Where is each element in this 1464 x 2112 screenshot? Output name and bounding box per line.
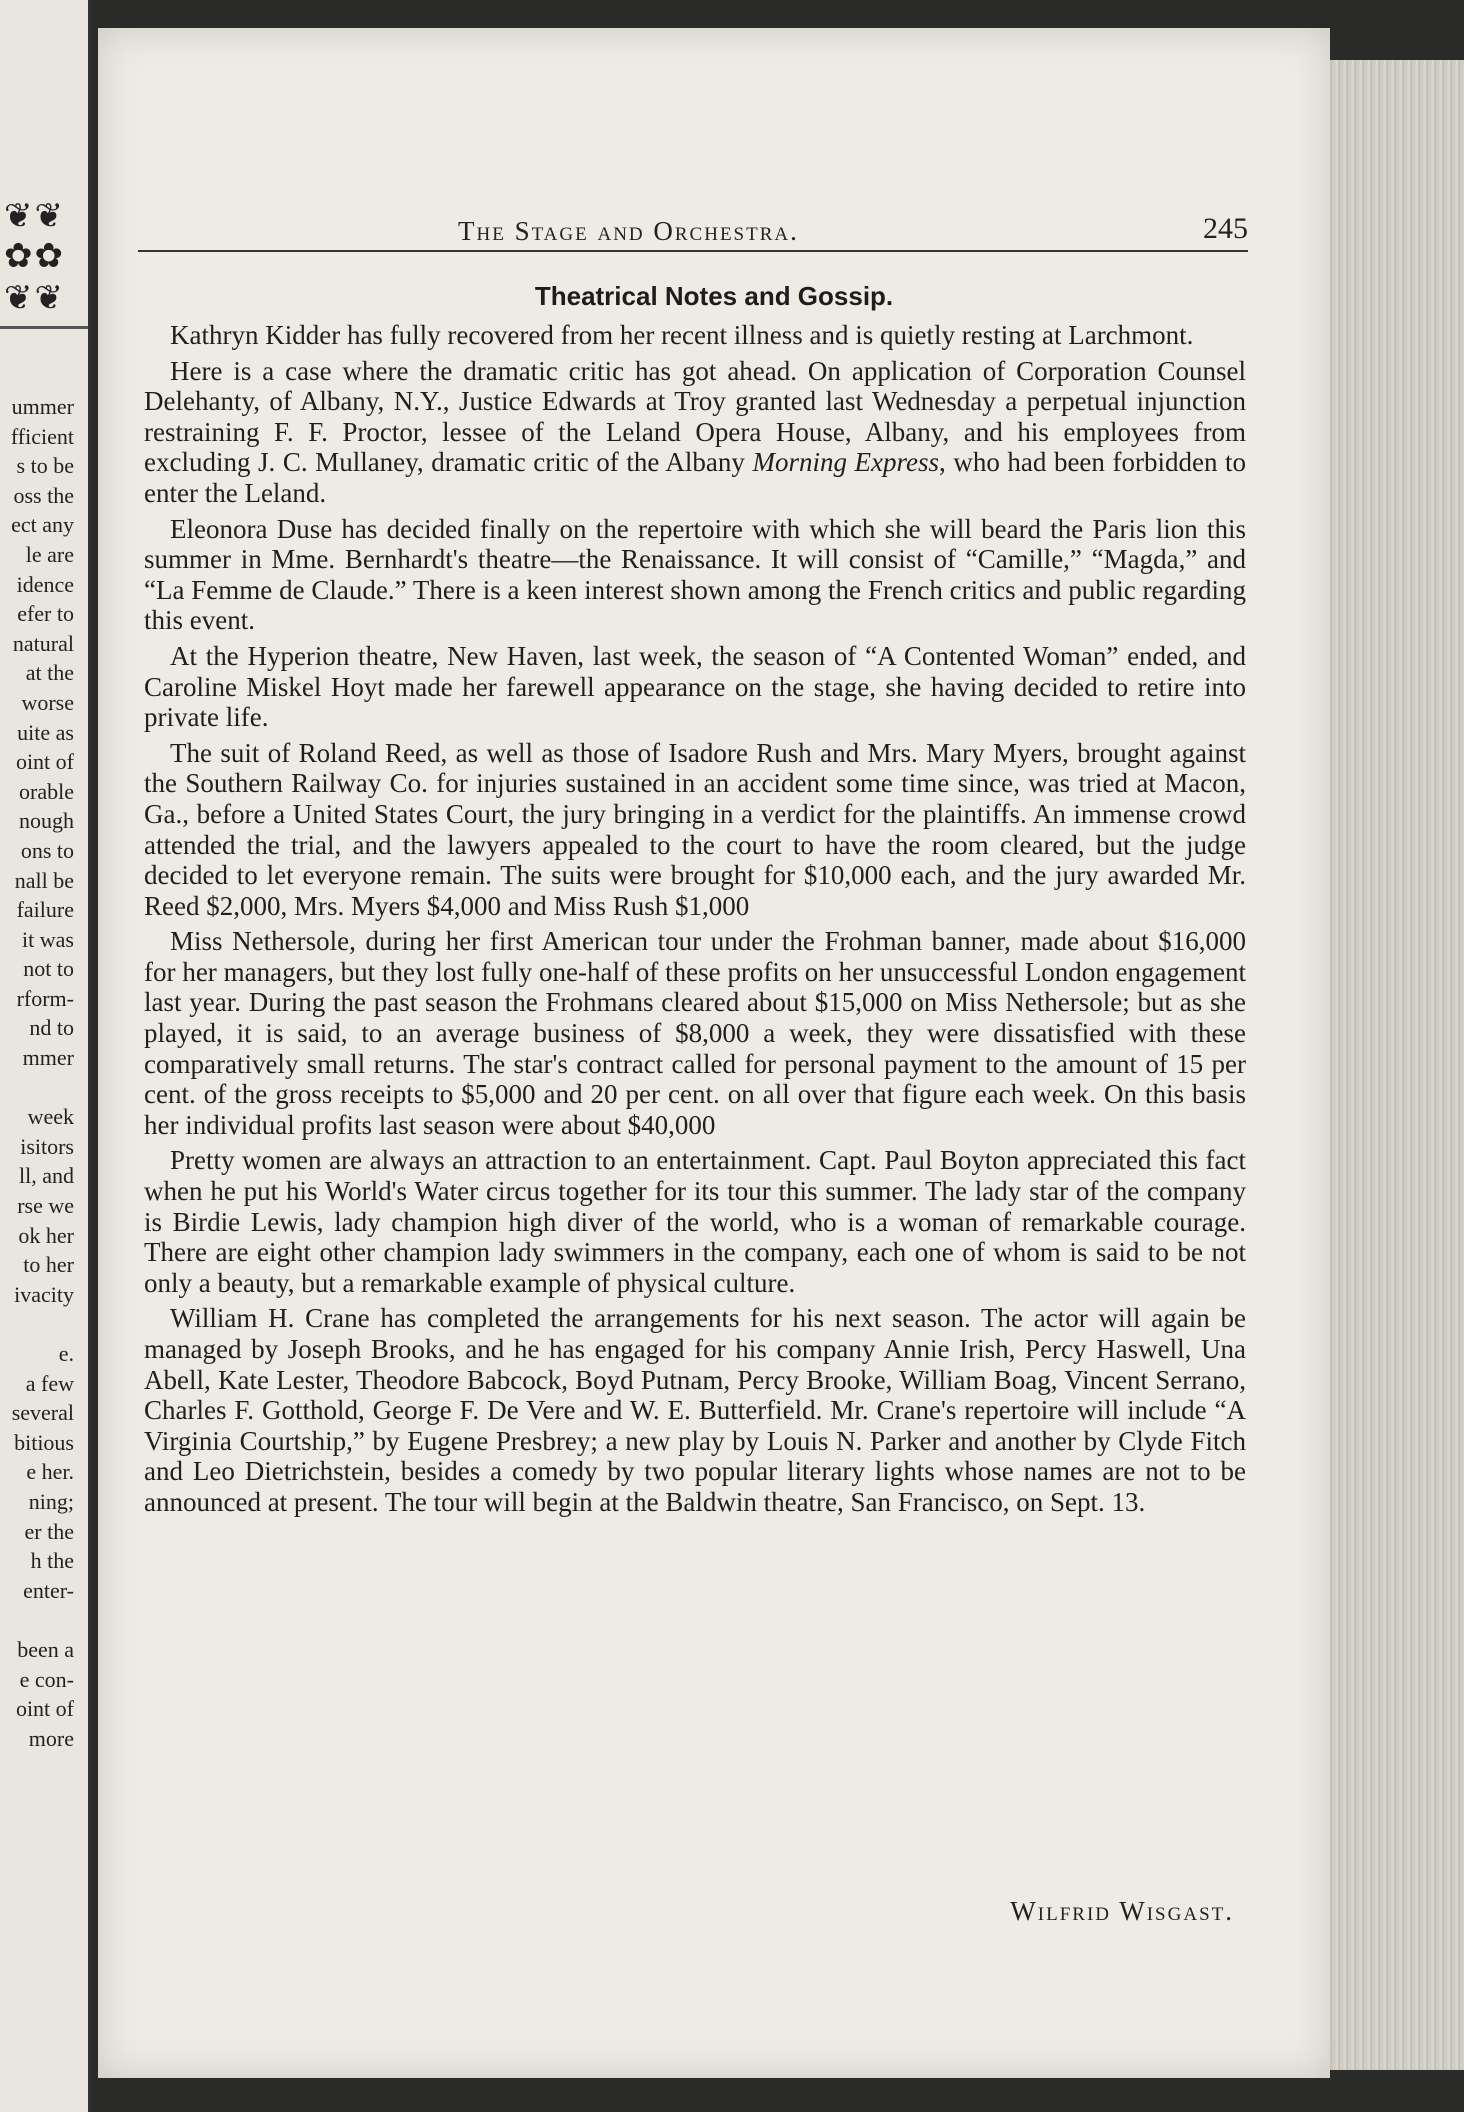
floral-ornament-icon: ❦❦ (4, 198, 65, 235)
paragraph: William H. Crane has completed the arrangements for his next season. The actor will again be managed by Joseph Brooks, and he has engaged for his company Annie Irish, Percy Haswell, Una Abell, Kate Lester, Theodore Babcock, Boyd Putnam, Percy Brooke, William Boag, Vincent Serrano, Charles F. Gotthold, George F. De Vere and W. E. Butterfield. Mr. Crane's repertoire will include “A Virginia Courtship,” by Eugene Presbrey; a new play by Louis N. Parker and another by Clyde Fitch and Leo Dietrichstein, besides a comedy by two popular literary lights whose names are not to be announced at present. The tour will begin at the Baldwin theatre, San Francisco, on Sept. 13. (144, 1303, 1246, 1517)
facing-page-line: ons to (20, 837, 74, 863)
facing-page-line: e her. (26, 1459, 74, 1485)
facing-page-line: rform- (16, 985, 74, 1011)
facing-page-line: more (28, 1725, 74, 1751)
facing-page-line (0, 1073, 74, 1103)
facing-page-line: oss the (13, 482, 74, 508)
author-signature: Wilfrid Wisgast. (1010, 1896, 1234, 1926)
facing-page-line: ning; (28, 1488, 74, 1514)
paragraph (144, 356, 1246, 509)
facing-page-line (0, 1309, 74, 1339)
facing-page-line: efer to (17, 601, 74, 627)
facing-page-line: ok her (18, 1222, 74, 1248)
facing-page-line: enter- (23, 1577, 74, 1603)
section-heading: Theatrical Notes and Gossip. (534, 281, 894, 311)
facing-page-line: failure (16, 897, 74, 923)
facing-page-line: e. (58, 1341, 74, 1366)
facing-page-line: fficient (10, 423, 74, 449)
running-header (138, 188, 1248, 252)
facing-page-line: oint of (15, 1696, 74, 1722)
facing-page-line (0, 1605, 74, 1635)
facing-page-line: idence (16, 571, 74, 597)
facing-page-line: ect any (11, 512, 74, 538)
running-title: The Stage and Orchestra. (458, 216, 799, 246)
paragraph: At the Hyperion theatre, New Haven, last week, the season of “A Contented Woman” ended, and Caroline Miskel Hoyt made her farewell appearance on the stage, she having decided to retire into private life. (144, 640, 1246, 733)
facing-page-line: rse we (17, 1193, 74, 1219)
facing-page-line: ummer (11, 394, 74, 419)
facing-page-line: s to be (16, 453, 74, 479)
facing-page-line: at the (25, 660, 74, 686)
facing-page-line: er the (24, 1518, 74, 1544)
facing-page-line: bitious (14, 1429, 74, 1455)
facing-page-line: it was (22, 926, 74, 952)
page-number: 245 (1203, 212, 1248, 245)
facing-page-line: oint of (15, 749, 74, 775)
floral-ornament-icon: ✿✿ (4, 238, 65, 275)
facing-page-line: natural (12, 630, 74, 656)
paragraph: Miss Nethersole, during her first American tour under the Frohman banner, made about $16,000 for her managers, but they lost fully one-half of these profits on her unsuccessful London engagement last year. During the past season the Frohmans cleared about $15,000 on Miss Nethersole; but as she played, it is said, to an average business of $8,000 a week, they were dissatisfied with these comparatively small returns. The star's contract called for personal payment to the amount of 15 per cent. of the gross receipts to $5,000 and 20 per cent. on all over that figure each week. On this basis her individual profits last season were about $40,000 (144, 926, 1246, 1140)
facing-page-line: several (11, 1400, 74, 1426)
facing-page-line: ivacity (14, 1281, 74, 1307)
paragraph-text: Here is a case where the dramatic critic has got ahead. On application of Corporation Counsel Delehanty, of Albany, N.Y., Justice Edwards at Troy granted last Wednesday a perpetual injunction restraining F. F. Proctor, lessee of the Leland Opera House, Albany, and his employees from excluding J. C. Mullaney, dramatic critic of the Albany (144, 355, 1246, 478)
facing-page-line: h the (30, 1548, 74, 1574)
paragraph-text: , who had been forbidden to enter the Leland. (144, 447, 1247, 508)
facing-page-line: mmer (22, 1045, 74, 1071)
floral-ornament-icon: ❦❦ (4, 280, 65, 317)
paragraph: The suit of Roland Reed, as well as those of Isadore Rush and Mrs. Mary Myers, brought against the Southern Railway Co. for injuries sustained in an accident some time since, was tried at Macon, Ga., before a United States Court, the jury bringing in a verdict for the plaintiffs. An immense crowd attended the trial, and the lawyers appealed to the court to have the room cleared, but the judge decided to let everyone remain. The suits were brought for $10,000 each, and the jury awarded Mr. Reed $2,000, Mrs. Myers $4,000 and Miss Rush $1,000 (144, 737, 1246, 921)
facing-page-line: isitors (20, 1133, 74, 1159)
facing-page-line: orable (19, 778, 74, 804)
facing-page-line: week (27, 1104, 74, 1130)
page-stack-edges (1318, 60, 1464, 2070)
facing-page-edge (0, 0, 91, 2112)
paragraph: Kathryn Kidder has fully recovered from her recent illness and is quietly resting at Larchmont. (170, 320, 1194, 350)
facing-page-text (0, 392, 74, 1753)
facing-page-line: nall be (14, 867, 74, 893)
facing-page-line: a few (25, 1370, 74, 1396)
facing-page-line: worse (21, 689, 74, 715)
facing-page-line: ll, and (19, 1163, 74, 1189)
book-page (98, 28, 1330, 2078)
facing-page-line: e con- (19, 1666, 74, 1692)
facing-page-line: not to (23, 956, 74, 982)
newspaper-title: Morning Express (752, 447, 940, 478)
facing-page-line: nd to (29, 1015, 74, 1041)
paragraph: Eleonora Duse has decided finally on the repertoire with which she will beard the Paris lion this summer in Mme. Bernhardt's theatre—the Renaissance. It will consist of “Camille,” “Magda,” and “La Femme de Claude.” There is a keen interest shown among the French critics and public regarding this event. (144, 513, 1246, 636)
paragraph: Pretty women are always an attraction to an entertainment. Capt. Paul Boyton appreciated this fact when he put his World's Water circus together for its tour this summer. The lady star of the company is Birdie Lewis, lady champion high diver of the world, who is a woman of remarkable courage. There are eight other champion lady swimmers in the company, each one of whom is said to be not only a beauty, but a remarkable example of physical culture. (144, 1145, 1246, 1298)
facing-page-line: nough (19, 808, 74, 834)
facing-page-line: uite as (17, 719, 74, 745)
article-body (144, 320, 1246, 1523)
ornament-rule (0, 326, 90, 329)
facing-page-line: to her (23, 1252, 74, 1278)
facing-page-line: le are (25, 541, 74, 567)
facing-page-line: been a (17, 1636, 74, 1662)
